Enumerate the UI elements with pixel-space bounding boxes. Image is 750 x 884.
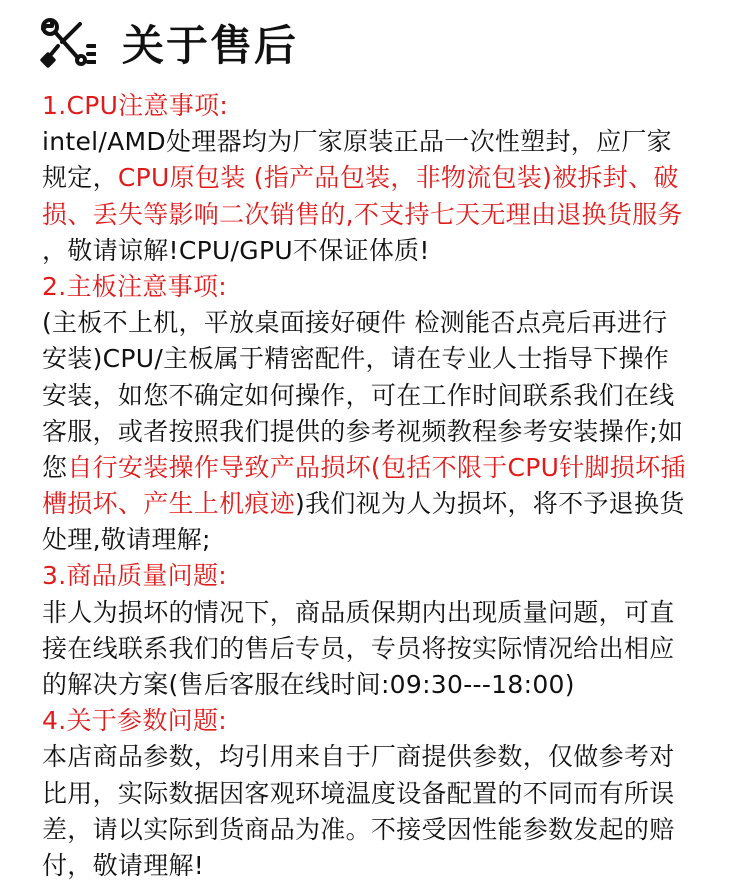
text-line: 本店商品参数，均引用来自于厂商提供参数，仅做参考对: [42, 742, 675, 772]
text-line: (主板不上机，平放桌面接好硬件 检测能否点亮后再进行: [42, 308, 668, 338]
text-line: 安装)CPU/主板属于精密配件，请在专业人士指导下操作: [42, 344, 670, 374]
text-line: 安装，如您不确定如何操作，可在工作时间联系我们在线: [42, 380, 675, 410]
text-line: 比用，实际数据因客观环境温度设备配置的不同而有所误: [42, 778, 675, 808]
text-line: 差，请以实际到货商品为准。不接受因性能参数发起的赔: [42, 814, 675, 844]
text-line: 规定，CPU原包装 (指产品包装，非物流包装)被拆封、破: [42, 163, 679, 193]
highlighted-text: 损、丢失等影响二次销售的,不支持七天无理由退换货服务: [42, 199, 683, 229]
after-sales-content: [42, 88, 732, 884]
highlighted-text: 槽损坏、产生上机痕迹: [42, 489, 296, 519]
text-line: 的解决方案(售后客服在线时间:09:30---18:00): [42, 670, 575, 699]
section-heading: 3.商品质量问题:: [42, 561, 227, 591]
text-line: 处理,敬请理解;: [42, 525, 211, 555]
text-line: [42, 197, 732, 233]
text-line: ，敬请谅解!CPU/GPU不保证体质!: [42, 235, 430, 265]
text-line: 槽损坏、产生上机痕迹)我们视为人为损坏，将不予退换货: [42, 489, 685, 519]
repair-tools-icon: [40, 18, 96, 68]
text-line: 接在线联系我们的售后专员，专员将按实际情况给出相应: [42, 633, 675, 663]
section-heading: 2.主板注意事项:: [42, 271, 227, 301]
header: [40, 14, 298, 72]
text-line: 您自行安装操作导致产品损坏(包括不限于CPU针脚损坏插: [42, 452, 686, 482]
section-heading: 4.关于参数问题:: [42, 706, 227, 736]
page-title: 关于售后: [122, 21, 299, 70]
text-line: intel/AMD处理器均为厂家原装正品一次性塑封，应厂家: [42, 127, 672, 157]
text-line: 非人为损坏的情况下，商品质保期内出现质量问题，可直: [42, 597, 675, 627]
highlighted-text: 自行安装操作导致产品损坏(包括不限于CPU针脚损坏插: [67, 452, 686, 482]
text-line: 客服，或者按照我们提供的参考视频教程参考安装操作;如: [42, 416, 684, 446]
text-line: 付，敬请理解!: [42, 850, 205, 880]
highlighted-text: CPU原包装 (指产品包装，非物流包装)被拆封、破: [117, 163, 679, 193]
section-heading: 1.CPU注意事项:: [42, 91, 229, 120]
